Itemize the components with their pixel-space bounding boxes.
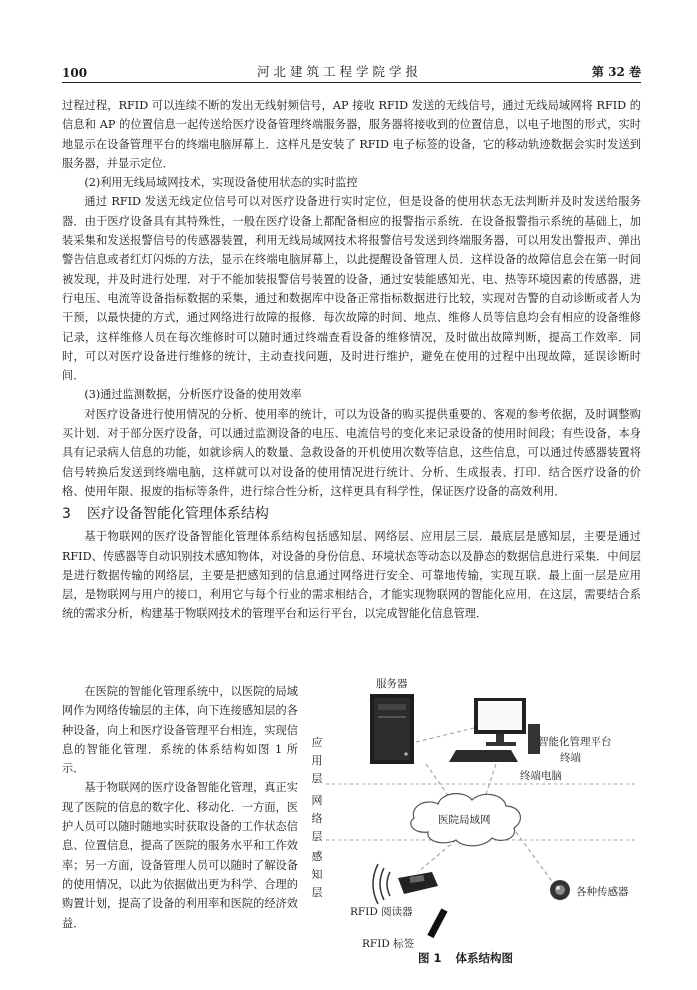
server-label: 服务器: [376, 678, 408, 690]
terminal-computer-icon: [449, 698, 540, 762]
layer-label-application: 应 用 层: [311, 736, 323, 785]
server-icon: [370, 694, 414, 764]
rfid-reader-icon: [373, 864, 438, 904]
section-number: 3: [62, 506, 71, 523]
main-body: [62, 96, 641, 624]
subheading-3: (3)通过监测数据，分析医疗设备的使用效率: [84, 388, 302, 402]
figure-architecture: [306, 672, 646, 972]
sensors-label: 各种传感器: [576, 886, 629, 898]
paragraph-usage-efficiency: 对医疗设备进行使用情况的分析、使用率的统计，可以为设备的购买提供重要的、客观的参考依据，及时调整购买计划．对于部分医疗设备，可以通过监测设备的电压、电流信号的变化来记录设备的使用时间段；有些设备，本身具有记录病人信息的功能，如就诊病人的数量、急救设备的开机使用次数等信息，这些信息，可以通过传感器装置将信号转换后发送到终端电脑，这样就可以对设备的使用情况进行统计、分析、生成报表、打印．结合医疗设备的价格、使用年限、报废的指标等条件，进行综合性分析，这样更具有科学性，保证医疗设备的高效利用．: [62, 407, 641, 498]
terminal-label: 终端: [560, 752, 581, 764]
section-heading: [62, 503, 641, 525]
rfid-tag-icon: [427, 908, 447, 938]
sensor-icon: [550, 880, 570, 900]
journal-title: 河北建筑工程学院学报: [256, 64, 422, 79]
paragraph-realtime-monitoring: 通过 RFID 发送无线定位信号可以对医疗设备进行实时定位，但是设备的使用状态无法判断并及时发送给服务器．由于医疗设备具有其特殊性，一般在医疗设备上都配备相应的报警指示系统．在设备报警指示系统的基础上，加装采集和发送报警信号的传感器装置，利用无线局域网技术将报警信号发送到终端服务器，可以用发出警报声、弹出警告信息或者红灯闪烁的方法，显示在终端电脑屏幕上，以此提醒设备管理人员．这样设备的故障信息会在第一时间被发现，并及时进行处理．对于不能加装报警信号装置的设备，通过安装能感知光、电、热等环境因素的传感器，进行电压、电流等设备指标数据的采集，通过和数据库中设备正常指标数据进行比较，实现对告警的自动诊断或者人为干预，以最快捷的方式，通过网络进行故障的报修．每次故障的时间、地点、维修人员等信息均会有相应的设备维修记录，这样维修人员在每次维修时可以随时通过终端查看设备的维修情况，及时做出故障判断，提高工作效率．同时，可以对医疗设备进行维修的统计，主动查找问题，及时进行维护，避免在使用的过程中出现故障，延误诊断时间．: [62, 195, 641, 383]
page-number: 100: [62, 66, 88, 80]
paragraph-benefits: 基于物联网的医疗设备智能化管理，真正实现了医院的信息的数字化、移动化．一方面，医护人员可以随时随地实时获取设备的工作状态信息、位置信息，提高了医院的服务水平和工作效率；另一方面，设备管理人员可以随时了解设备的使用情况，以此为依据做出更为科学、合理的购置计划，提高了设备的利用率和医院的经济效益．: [62, 781, 298, 930]
tag-label: RFID 标签: [362, 938, 415, 950]
subheading-2: (2)利用无线局域网技术，实现设备使用状态的实时监控: [84, 176, 358, 190]
reader-label: RFID 阅读器: [350, 906, 413, 918]
figure-number: 图 1: [418, 951, 442, 965]
platform-label: 智能化管理平台: [538, 736, 612, 748]
layer-label-network: 网 络 层: [311, 794, 323, 843]
link-lan-reader: [418, 840, 456, 872]
terminal-pc-label: 终端电脑: [520, 770, 562, 782]
header-rule: [62, 82, 641, 83]
paragraph-architecture: 基于物联网的医疗设备智能化管理体系结构包括感知层、网络层、应用层三层．最底层是感知层，主要是通过 RFID、传感器等自动识别技术感知物体，对设备的身份信息、环境状态等动态以及静态的数据信息进行采集．中间层是进行数据传输的网络层，主要是把感知到的信息通过网络进行安全、可靠地传输，实现互联．最上面一层是应用层，是物联网与用户的接口，利用它与每个行业的需求相结合，才能实现物联网的智能化应用．在这层，需要结合系统的需求分析，构建基于物联网技术的管理平台和运行平台，以完成智能化信息管理．: [62, 530, 641, 621]
left-column-text: [62, 682, 298, 933]
figure-title: 体系结构图: [455, 951, 514, 965]
paragraph-intro: 过程过程，RFID 可以连续不断的发出无线射频信号，AP 接收 RFID 发送的无线信号，通过无线局域网将 RFID 的信息和 AP 的位置信息一起传送给医疗设备管理终端服务器，服务器将接收到的位置信息，以电子地图的形式，实时地显示在设备管理平台的终端电脑屏幕上．这样凡是安装了 RFID 电子标签的设备，它的移动轨迹数据会实时发送到服务器，并显示定位．: [62, 99, 641, 170]
section-title: 医疗设备智能化管理体系结构: [86, 506, 269, 523]
lan-label: 医院局域网: [438, 814, 491, 826]
layer-label-perception: 感 知 层: [311, 850, 323, 899]
figure-caption: [418, 950, 527, 966]
volume-number: 第 32 卷: [591, 65, 641, 79]
paragraph-hospital-lan: 在医院的智能化管理系统中，以医院的局域网作为网络传输层的主体，向下连接感知层的各种设备，向上和医疗设备管理平台相连，实现信息的智能化管理．系统的体系结构如图 1 所示．: [62, 685, 298, 776]
running-header: [62, 62, 641, 80]
link-server-terminal: [416, 728, 474, 742]
